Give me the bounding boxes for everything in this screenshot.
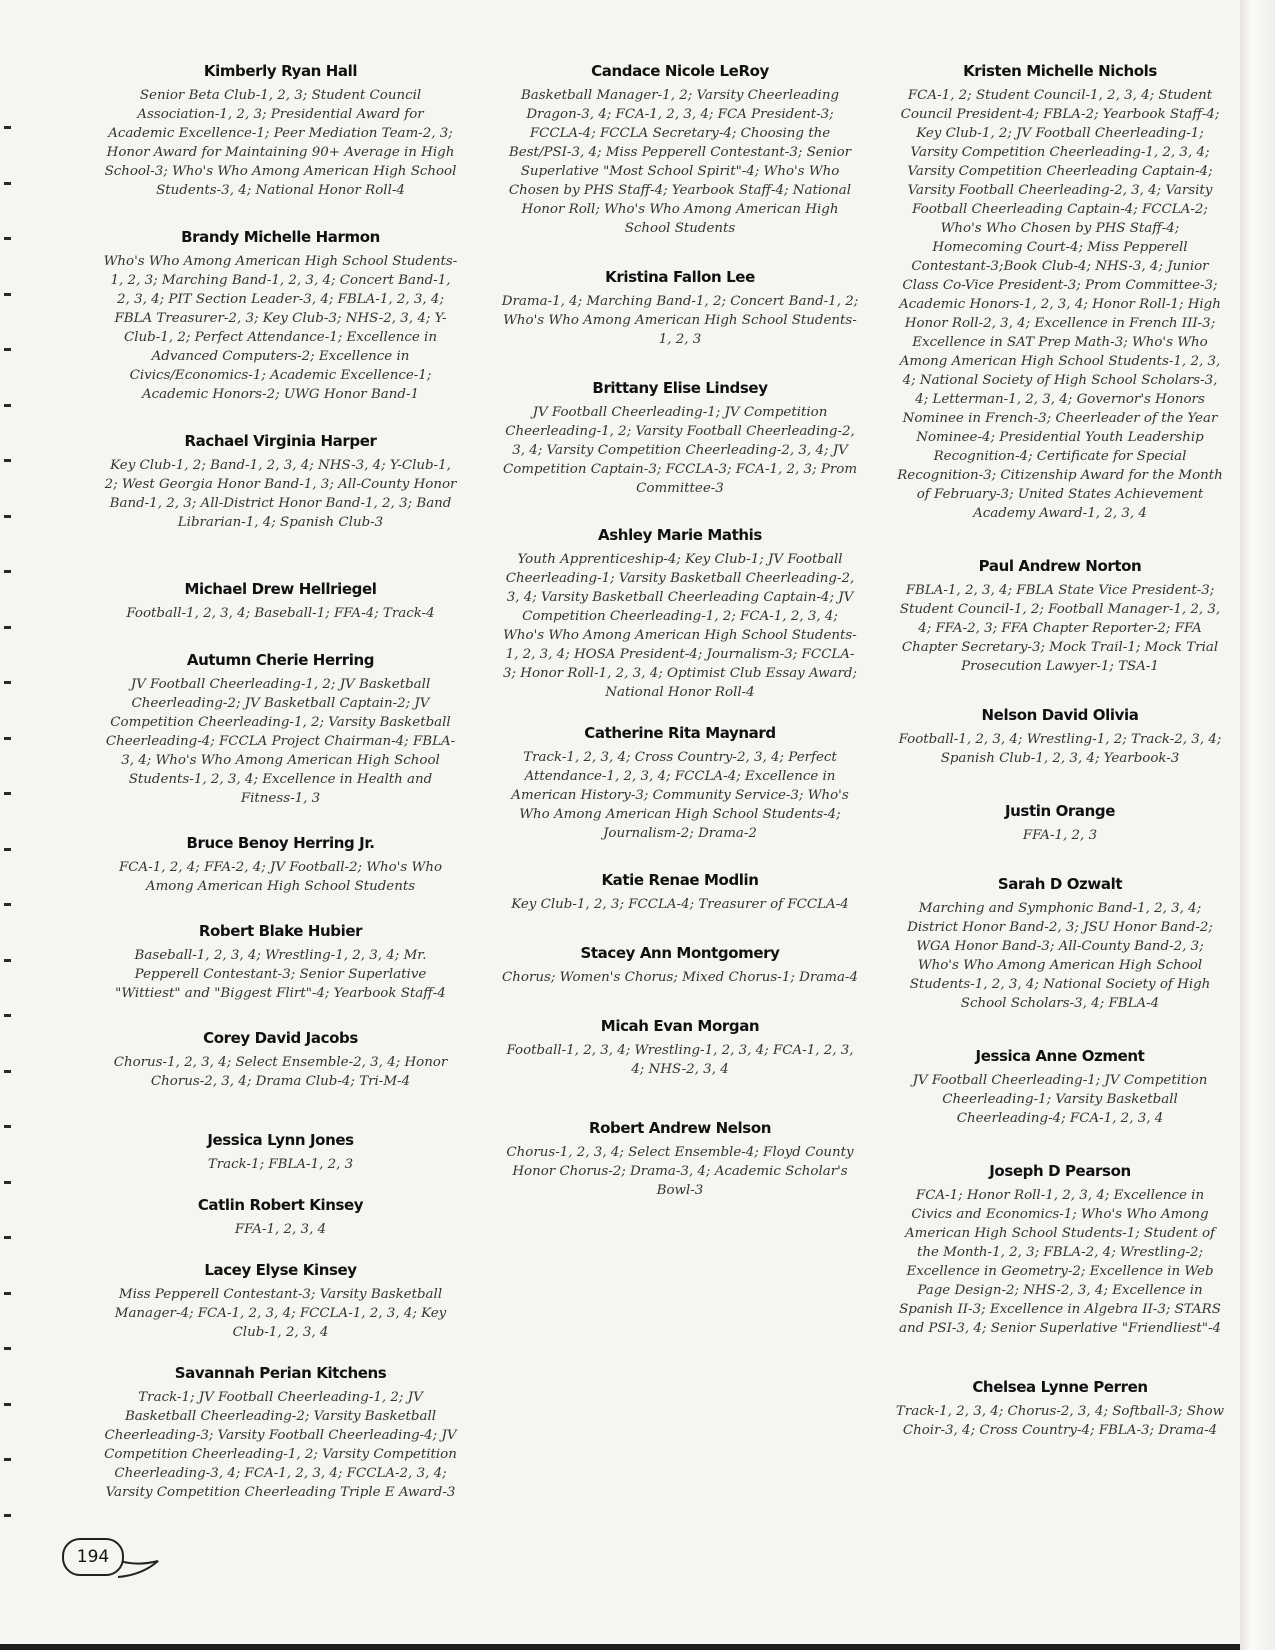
senior-entry [895, 875, 1225, 1013]
senior-entry [895, 557, 1225, 676]
senior-activities: Track-1, 2, 3, 4; Chorus-2, 3, 4; Softball-3; Show Choir-3, 4; Cross Country-4; FBLA-3; Drama-4 [895, 1404, 1225, 1438]
senior-activities: Youth Apprenticeship-4; Key Club-1; JV Football Cheerleading-1; Varsity Basketball Cheerleading-2, 3, 4; Varsity Basketball Cheerleading Captain-4; JV Competition Cheerleading-1, 2; FCA-1, 2, 3, 4; Who's Who Among American High School Students-1, 2, 3, 4; HOSA President-4; Journalism-3; FCCLA-3; Honor Roll-1, 2, 3, 4; Optimist Club Essay Award; National Honor Roll-4 [503, 552, 857, 700]
senior-activities: JV Football Cheerleading-1; JV Competition Cheerleading-1, 2; Varsity Football Cheerleading-2, 3, 4; Varsity Competition Cheerleading-2, 3, 4; JV Competition Captain-3; FCCLA-3; FCA-1, 2, 3; Prom Committee-3 [502, 405, 858, 496]
senior-activities: FFA-1, 2, 3 [1022, 828, 1098, 843]
senior-activities: JV Football Cheerleading-1, 2; JV Basketball Cheerleading-2; JV Basketball Captain-2; JV Competition Cheerleading-1, 2; Varsity Basketball Cheerleading-4; FCCLA Project Chairman-4; FBLA-3, 4; Who's Who Among American High School Students-1, 2, 3, 4; Excellence in Health and Fitness-1, 3 [105, 677, 456, 806]
senior-entry [103, 1131, 458, 1174]
senior-entry [895, 802, 1225, 845]
senior-name: Robert Andrew Nelson [588, 1119, 771, 1137]
senior-name: Candace Nicole LeRoy [591, 62, 769, 80]
senior-name: Kristina Fallon Lee [605, 268, 755, 286]
senior-name: Savannah Perian Kitchens [174, 1364, 387, 1382]
senior-entry [500, 1119, 860, 1200]
senior-name: Nelson David Olivia [981, 706, 1139, 724]
column-3 [895, 62, 1225, 1440]
senior-name: Jessica Anne Ozment [975, 1047, 1145, 1065]
senior-name: Chelsea Lynne Perren [972, 1378, 1148, 1396]
senior-activities: Chorus-1, 2, 3, 4; Select Ensemble-2, 3, 4; Honor Chorus-2, 3, 4; Drama Club-4; Tri-M-4 [113, 1055, 448, 1089]
senior-entry [103, 834, 458, 896]
senior-activities: Baseball-1, 2, 3, 4; Wrestling-1, 2, 3, 4; Mr. Pepperell Contestant-3; Senior Superlative "Wittiest" and "Biggest Flirt"-4; Yearbook Staff-4 [115, 948, 446, 1001]
senior-name: Paul Andrew Norton [978, 557, 1142, 575]
senior-entry [103, 1196, 458, 1239]
senior-entry [895, 1047, 1225, 1128]
senior-activities: Track-1; JV Football Cheerleading-1, 2; JV Basketball Cheerleading-2; Varsity Basketball Cheerleading-3; Varsity Football Cheerleading-4; JV Competition Cheerleading-1, 2; Varsity Competition Cheerleading-3, 4; FCA-1, 2, 3, 4; FCCLA-2, 3, 4; Varsity Competition Cheerleading Triple E Award-3 [104, 1390, 457, 1500]
senior-name: Justin Orange [1004, 802, 1116, 820]
senior-activities: Football-1, 2, 3, 4; Baseball-1; FFA-4; Track-4 [126, 606, 435, 621]
senior-name: Joseph D Pearson [989, 1162, 1131, 1180]
senior-entry [895, 706, 1225, 768]
senior-name: Michael Drew Hellriegel [184, 580, 377, 598]
senior-entry [500, 871, 860, 914]
senior-activities: FCA-1, 2; Student Council-1, 2, 3, 4; Student Council President-4; FBLA-2; Yearbook Staff-4; Key Club-1, 2; JV Football Cheerleading-1; Varsity Competition Cheerleading-1, 2, 3, 4; Varsity Competition Cheerleading Captain-4; Varsity Football Cheerleading-2, 3, 4; Varsity Football Cheerleading Captain-4; FCCLA-2; Who's Who Chosen by PHS Staff-4; Homecoming Court-4; Miss Pepperell Contestant-3;Book Club-4; NHS-3, 4; Junior Class Co-Vice President-3; Prom Committee-3; Academic Honors-1, 2, 3, 4; Honor Roll-1; High Honor Roll-2, 3, 4; Excellence in French III-3; Excellence in SAT Prep Math-3; Who's Who Among American High School Students-1, 2, 3, 4; National Society of High School Scholars-3, 4; Letterman-1, 2, 3, 4; Governor's Honors Nominee in French-3; Cheerleader of the Year Nominee-4; Presidential Youth Leadership Recognition-4; Certificate for Special Recognition-3; Citizenship Award for the Month of February-3; United States Achievement Academy Award-1, 2, 3, 4 [897, 88, 1223, 521]
senior-entry [500, 379, 860, 498]
senior-activities: Chorus-1, 2, 3, 4; Select Ensemble-4; Floyd County Honor Chorus-2; Drama-3, 4; Academic Scholar's Bowl-3 [506, 1145, 854, 1198]
bottom-edge [0, 1644, 1240, 1650]
page-number: 194 [62, 1538, 124, 1576]
column-1 [103, 62, 458, 1502]
senior-entry [500, 1017, 860, 1079]
senior-name: Ashley Marie Mathis [598, 526, 762, 544]
senior-activities: Key Club-1, 2; Band-1, 2, 3, 4; NHS-3, 4; Y-Club-1, 2; West Georgia Honor Band-1, 3; All-County Honor Band-1, 2, 3; All-District Honor Band-1, 2, 3; Band Librarian-1, 4; Spanish Club-3 [104, 458, 457, 530]
senior-entry [103, 1364, 458, 1502]
senior-activities: FCA-1; Honor Roll-1, 2, 3, 4; Excellence in Civics and Economics-1; Who's Who Among American High School Students-1; Student of the Month-1, 2, 3; FBLA-2, 4; Wrestling-2; Excellence in Geometry-2; Excellence in Web Page Design-2; NHS-2, 3, 4; Excellence in Spanish II-3; Excellence in Algebra II-3; STARS and PSI-3, 4; Senior Superlative "Friendliest"-4 [898, 1188, 1222, 1336]
senior-name: Brittany Elise Lindsey [592, 379, 768, 397]
book-binding-edge [1240, 0, 1275, 1650]
senior-activities: FBLA-1, 2, 3, 4; FBLA State Vice President-3; Student Council-1, 2; Football Manager-1, 2, 3, 4; FFA-2, 3; FFA Chapter Reporter-2; FFA Chapter Secretary-3; Mock Trail-1; Mock Trial Prosecution Lawyer-1; TSA-1 [899, 583, 1221, 674]
senior-name: Brandy Michelle Harmon [181, 228, 380, 246]
senior-activities: FFA-1, 2, 3, 4 [234, 1222, 327, 1237]
senior-name: Sarah D Ozwalt [997, 875, 1123, 893]
senior-activities: Who's Who Among American High School Students-1, 2, 3; Marching Band-1, 2, 3, 4; Concert Band-1, 2, 3, 4; PIT Section Leader-3, 4; FBLA-1, 2, 3, 4; FBLA Treasurer-2, 3; Key Club-3; NHS-2, 3, 4; Y-Club-1, 2; Perfect Attendance-1; Excellence in Advanced Computers-2; Excellence in Civics/Economics-1; Academic Excellence-1; Academic Honors-2; UWG Honor Band-1 [103, 254, 458, 402]
senior-name: Lacey Elyse Kinsey [204, 1261, 357, 1279]
senior-entry [103, 1261, 458, 1342]
senior-entry [500, 724, 860, 843]
senior-activities: Basketball Manager-1, 2; Varsity Cheerleading Dragon-3, 4; FCA-1, 2, 3, 4; FCA President-3; FCCLA-4; FCCLA Secretary-4; Choosing the Best/PSI-3, 4; Miss Pepperell Contestant-3; Senior Superlative "Most School Spirit"-4; Who's Who Chosen by PHS Staff-4; Yearbook Staff-4; National Honor Roll; Who's Who Among American High School Students [508, 88, 852, 236]
senior-entry [895, 62, 1225, 523]
senior-activities: FCA-1, 2, 4; FFA-2, 4; JV Football-2; Who's Who Among American High School Students [118, 860, 442, 894]
senior-name: Catherine Rita Maynard [584, 724, 776, 742]
senior-entry [895, 1162, 1225, 1338]
senior-activities: Miss Pepperell Contestant-3; Varsity Basketball Manager-4; FCA-1, 2, 3, 4; FCCLA-1, 2, 3, 4; Key Club-1, 2, 3, 4 [114, 1287, 447, 1340]
senior-activities: Chorus; Women's Chorus; Mixed Chorus-1; Drama-4 [502, 970, 858, 985]
senior-name: Micah Evan Morgan [600, 1017, 760, 1035]
senior-name: Corey David Jacobs [203, 1029, 358, 1047]
senior-entry [500, 526, 860, 702]
senior-activities: Drama-1, 4; Marching Band-1, 2; Concert Band-1, 2; Who's Who Among American High School Students-1, 2, 3 [501, 294, 859, 347]
senior-entry [500, 62, 860, 238]
senior-entry [895, 1378, 1225, 1440]
senior-entry [103, 228, 458, 404]
senior-entry [103, 62, 458, 200]
senior-name: Rachael Virginia Harper [184, 432, 377, 450]
senior-name: Kristen Michelle Nichols [963, 62, 1157, 80]
senior-activities: Key Club-1, 2, 3; FCCLA-4; Treasurer of FCCLA-4 [511, 897, 849, 912]
senior-activities: JV Football Cheerleading-1; JV Competition Cheerleading-1; Varsity Basketball Cheerleading-4; FCA-1, 2, 3, 4 [912, 1073, 1208, 1126]
senior-entry [500, 944, 860, 987]
senior-name: Autumn Cherie Herring [186, 651, 375, 669]
binding-marks [4, 126, 12, 1569]
senior-name: Jessica Lynn Jones [207, 1131, 354, 1149]
senior-name: Catlin Robert Kinsey [197, 1196, 364, 1214]
senior-entry [103, 580, 458, 623]
column-2 [500, 62, 860, 1200]
senior-name: Stacey Ann Montgomery [580, 944, 780, 962]
senior-name: Katie Renae Modlin [601, 871, 759, 889]
senior-activities: Track-1; FBLA-1, 2, 3 [207, 1157, 354, 1172]
senior-name: Robert Blake Hubier [198, 922, 363, 940]
senior-activities: Football-1, 2, 3, 4; Wrestling-1, 2; Track-2, 3, 4; Spanish Club-1, 2, 3, 4; Yearbook-3 [898, 732, 1222, 766]
senior-name: Bruce Benoy Herring Jr. [186, 834, 375, 852]
senior-entry [500, 268, 860, 349]
senior-entry [103, 651, 458, 808]
senior-entry [103, 922, 458, 1003]
senior-activities: Marching and Symphonic Band-1, 2, 3, 4; District Honor Band-2, 3; JSU Honor Band-2; WGA Honor Band-3; All-County Band-2, 3; Who's Who Among American High School Students-1, 2, 3, 4; National Society of High School Scholars-3, 4; FBLA-4 [907, 901, 1213, 1011]
senior-activities: Football-1, 2, 3, 4; Wrestling-1, 2, 3, 4; FCA-1, 2, 3, 4; NHS-2, 3, 4 [506, 1043, 854, 1077]
senior-activities: Senior Beta Club-1, 2, 3; Student Council Association-1, 2, 3; Presidential Award for Academic Excellence-1; Peer Mediation Team-2, 3; Honor Award for Maintaining 90+ Average in High School-3; Who's Who Among American High School Students-3, 4; National Honor Roll-4 [104, 88, 457, 198]
senior-name: Kimberly Ryan Hall [203, 62, 358, 80]
senior-entry [103, 1029, 458, 1091]
senior-activities: Track-1, 2, 3, 4; Cross Country-2, 3, 4; Perfect Attendance-1, 2, 3, 4; FCCLA-4; Excellence in American History-3; Community Service-3; Who's Who Among American High School Students-4; Journalism-2; Drama-2 [511, 750, 849, 841]
senior-entry [103, 432, 458, 532]
